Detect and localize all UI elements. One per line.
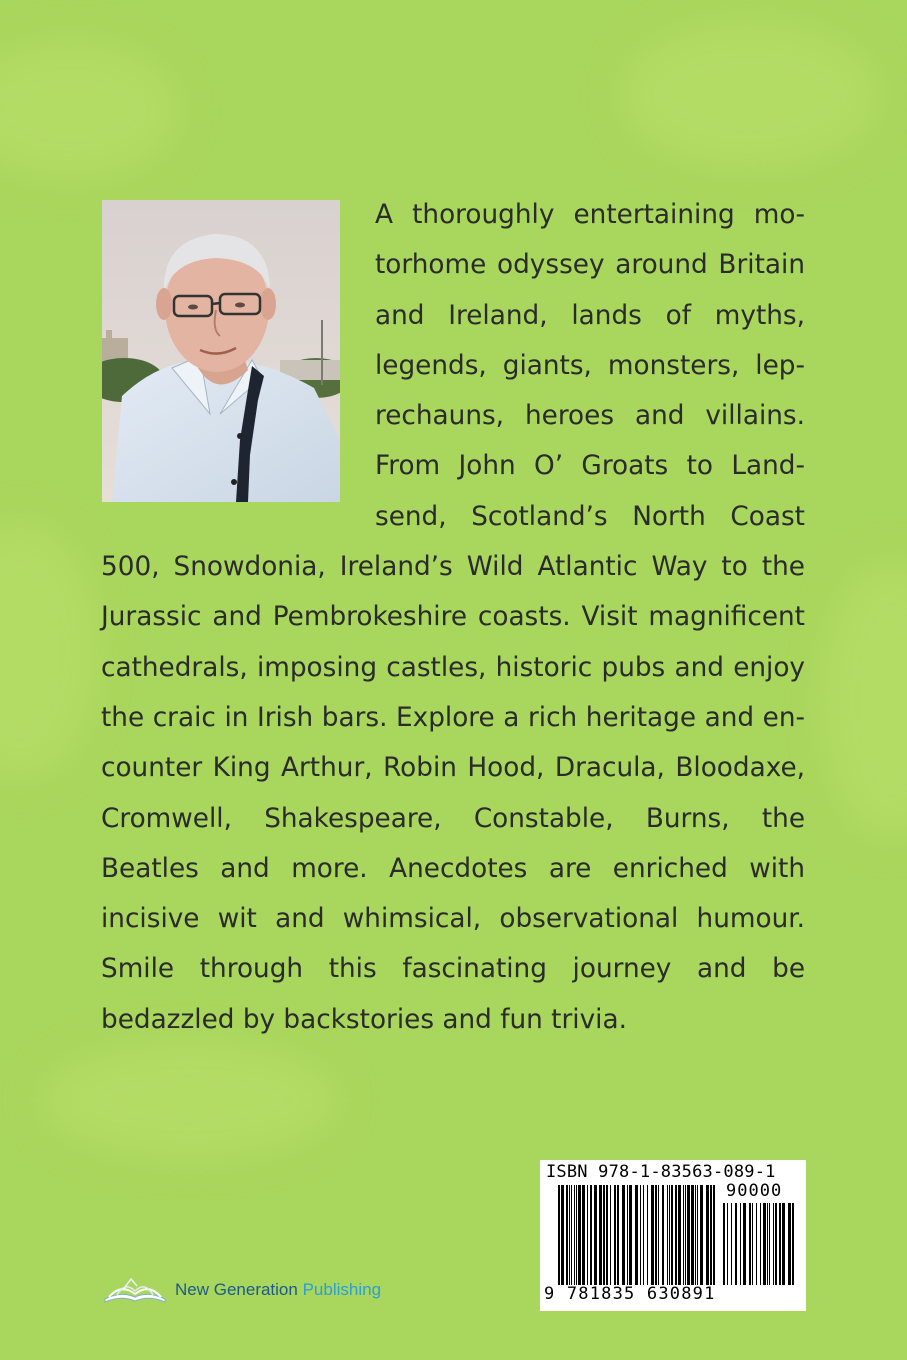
barcode-bar xyxy=(606,1185,608,1285)
background-texture xyxy=(0,40,180,180)
barcode-bar xyxy=(622,1185,625,1285)
barcode-bar xyxy=(610,1185,611,1285)
barcode-bar xyxy=(792,1203,794,1285)
barcode-bar xyxy=(683,1185,684,1285)
barcode-bar xyxy=(678,1185,681,1285)
barcode-bar xyxy=(587,1185,588,1285)
barcode-bar xyxy=(752,1203,753,1285)
barcode-addon-digits: 90000 xyxy=(726,1181,783,1201)
barcode-bar xyxy=(603,1185,605,1285)
barcode-bar xyxy=(727,1203,728,1285)
barcode-bar xyxy=(599,1185,602,1285)
barcode-bar xyxy=(569,1185,570,1285)
ean-digits: 9 781835 630891 xyxy=(544,1284,716,1304)
publisher-name-part1: New Generation xyxy=(175,1280,298,1299)
barcode-bar xyxy=(627,1185,628,1285)
barcode-bar xyxy=(710,1185,712,1285)
barcode-bar xyxy=(571,1185,572,1285)
barcode-bar xyxy=(697,1185,698,1285)
barcode-bar xyxy=(635,1185,638,1285)
barcode-bar xyxy=(687,1185,690,1285)
barcode-bar xyxy=(614,1185,616,1285)
isbn-barcode xyxy=(540,1160,806,1311)
barcode-bar xyxy=(629,1185,632,1285)
barcode-bar xyxy=(558,1185,560,1285)
barcode-bar xyxy=(675,1185,677,1285)
barcode-bar xyxy=(788,1203,791,1285)
publisher-logo xyxy=(103,1276,381,1304)
publisher-name xyxy=(175,1280,381,1300)
photo-spacer xyxy=(101,190,375,542)
barcode-bar xyxy=(735,1203,737,1285)
barcode-bar xyxy=(655,1185,657,1285)
barcode-bar xyxy=(662,1185,664,1285)
background-texture xyxy=(820,560,907,840)
barcode-bar xyxy=(671,1185,673,1285)
addon-barcode-bars xyxy=(723,1203,795,1285)
barcode-bar xyxy=(691,1185,694,1285)
back-cover-blurb xyxy=(101,190,805,1045)
barcode-bar xyxy=(760,1203,761,1285)
barcode-bar xyxy=(773,1203,774,1285)
barcode-bar xyxy=(723,1203,725,1285)
barcode-bar xyxy=(667,1185,668,1285)
barcode-bar xyxy=(779,1203,781,1285)
barcode-bar xyxy=(647,1185,648,1285)
background-texture xyxy=(620,20,880,170)
barcode-bar xyxy=(566,1185,568,1285)
barcode-bar xyxy=(685,1185,686,1285)
background-texture xyxy=(0,520,100,780)
open-book-icon xyxy=(103,1277,167,1303)
background-texture xyxy=(40,1040,340,1160)
barcode-bar xyxy=(669,1185,670,1285)
barcode-bar xyxy=(763,1203,766,1285)
barcode-bar xyxy=(658,1185,659,1285)
barcode-bar xyxy=(576,1185,577,1285)
barcode-bar xyxy=(617,1185,619,1285)
barcode-bar xyxy=(574,1185,575,1285)
barcode-bar xyxy=(731,1203,732,1285)
barcode-bar xyxy=(740,1203,741,1285)
barcode-bar xyxy=(743,1203,746,1285)
barcode-bar xyxy=(749,1203,751,1285)
ean-barcode-bars xyxy=(558,1185,716,1285)
barcode-bar xyxy=(775,1203,777,1285)
barcode-bar xyxy=(782,1203,785,1285)
barcode-bar xyxy=(769,1203,770,1285)
barcode-bar xyxy=(713,1185,715,1285)
barcode-bar xyxy=(643,1185,644,1285)
barcode-bar xyxy=(695,1185,696,1285)
barcode-bar xyxy=(756,1203,757,1285)
isbn-label: ISBN 978-1-83563-089-1 xyxy=(546,1162,776,1182)
barcode-bar xyxy=(700,1185,703,1285)
barcode-bar xyxy=(706,1185,709,1285)
barcode-bar xyxy=(590,1185,592,1285)
barcode-bar xyxy=(561,1185,564,1285)
barcode-bar xyxy=(651,1185,654,1285)
barcode-bar xyxy=(767,1203,768,1285)
barcode-bar xyxy=(582,1185,585,1285)
blurb-text: A thoroughly entertaining motorhome odyssey around Britain and Ireland, lands of myths, legends, giants, monsters, leprechauns, heroes and villains. From John O’ Groats to Landsend, Scotland’s North Coast 500, Snowdonia, Ireland’s Wild Atlantic Way to the Jurassic and Pembrokeshire coasts. Visit magnificent cathedrals, imposing castles, historic pubs and enjoy the craic in Irish bars. Explore a rich heritage and encounter King Arthur, Robin Hood, Dracula, Bloodaxe, Cromwell, Shakespeare, Constable, Burns, the Beatles and more. Anecdotes are enriched with incisive wit and whimsical, observational humour. Smile through this fascinating journey and be bedazzled by backstories and fun trivia. xyxy=(101,200,805,1035)
barcode-bar xyxy=(594,1185,597,1285)
publisher-name-part2: Publishing xyxy=(302,1280,382,1299)
barcode-bar xyxy=(640,1185,641,1285)
barcode-bar xyxy=(578,1185,581,1285)
